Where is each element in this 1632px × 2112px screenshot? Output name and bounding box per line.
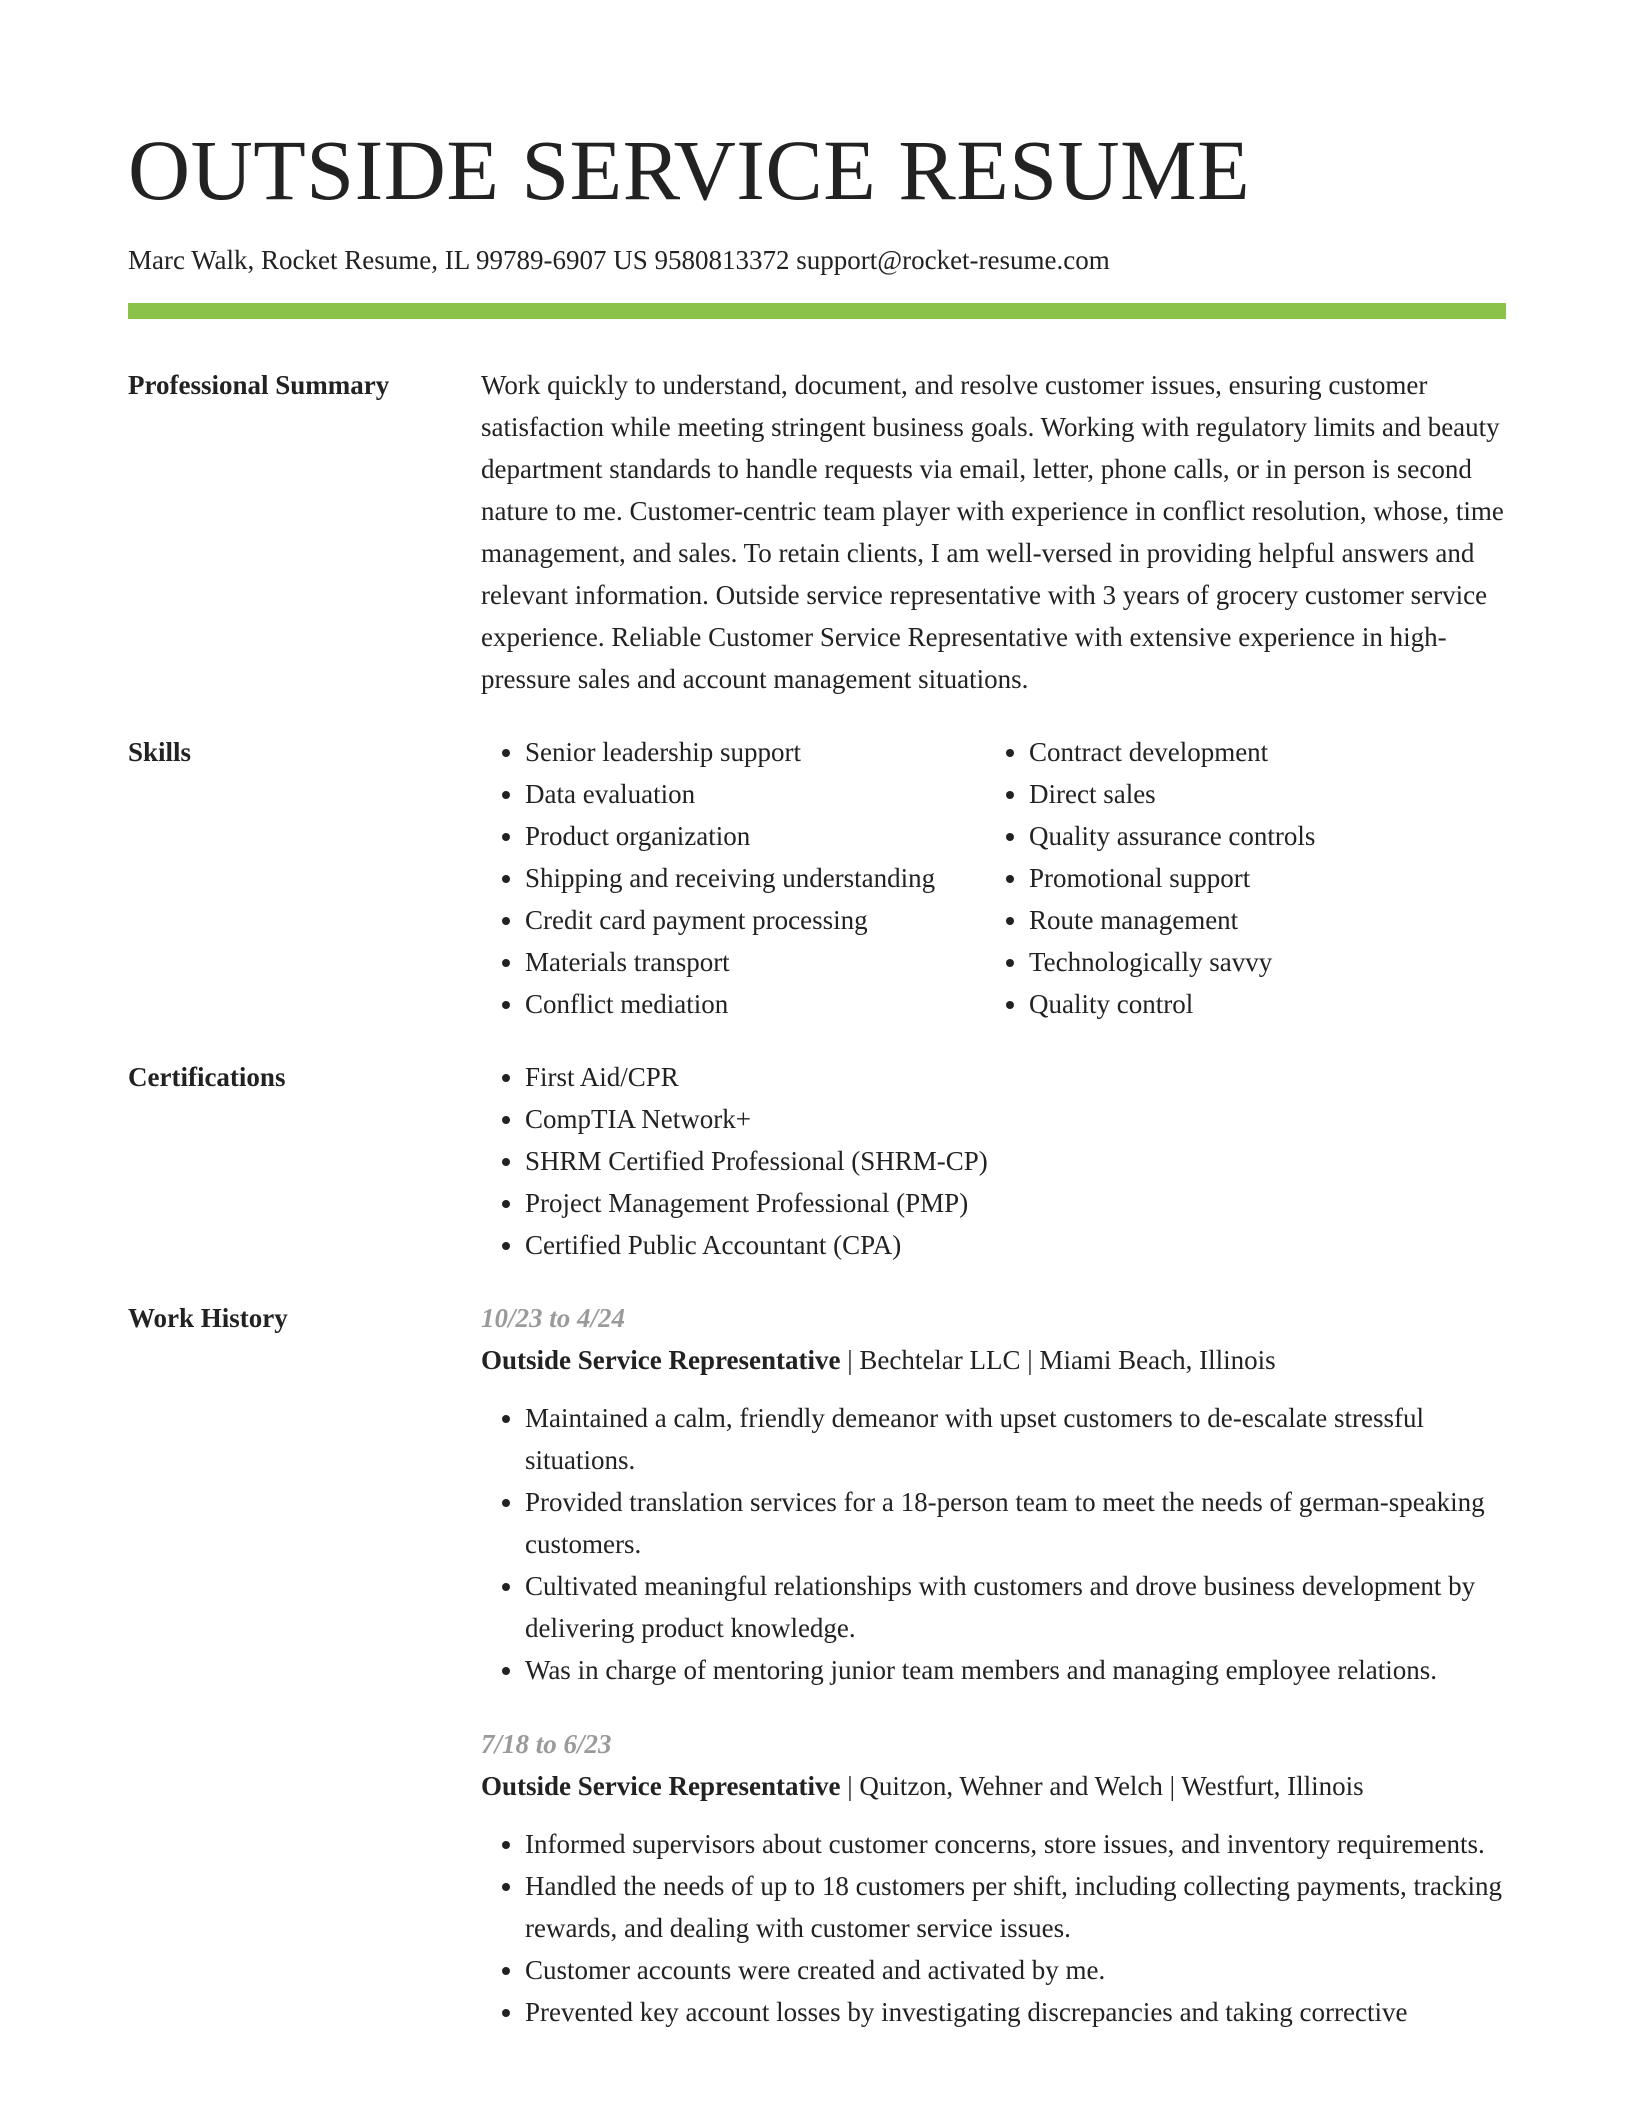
summary-section xyxy=(128,364,1506,700)
job-bullet: • Maintained a calm, friendly demeanor with upset customers to de-escalate stressful situations. xyxy=(525,1397,1506,1481)
skill-item: • Quality control xyxy=(1029,983,1315,1025)
skill-item: • Conflict mediation xyxy=(525,983,985,1025)
skill-item: • Route management xyxy=(1029,899,1315,941)
summary-text: Work quickly to understand, document, and resolve customer issues, ensuring customer satisfaction while meeting stringent business goals. Working with regulatory limits and beauty department standards to handle requests via email, letter, phone calls, or in person is second nature to me. Customer-centric team player with experience in conflict resolution, whose, time management, and sales. To retain clients, I am well-versed in providing helpful answers and relevant information. Outside service representative with 3 years of grocery customer service experience. Reliable Customer Service Representative with extensive experience in high-pressure sales and account management situations. xyxy=(481,370,1504,694)
skill-item: • Technologically savvy xyxy=(1029,941,1315,983)
contact-line: Marc Walk, Rocket Resume, IL 99789-6907 US 9580813372 support@rocket-resume.com xyxy=(128,245,1110,275)
certifications-body xyxy=(481,1056,1506,1266)
job-bullets xyxy=(481,1823,1506,2033)
certifications-list xyxy=(481,1056,1506,1266)
job-details: | Quitzon, Wehner and Welch | Westfurt, Illinois xyxy=(840,1771,1364,1801)
work-history-body xyxy=(481,1297,1506,2033)
summary-body xyxy=(481,364,1506,700)
certification-item: • Project Management Professional (PMP) xyxy=(525,1182,1506,1224)
skill-item: • Promotional support xyxy=(1029,857,1315,899)
job-details: | Bechtelar LLC | Miami Beach, Illinois xyxy=(840,1345,1276,1375)
job-entry xyxy=(481,1297,1506,1691)
job-dates: 10/23 to 4/24 xyxy=(481,1303,626,1333)
skill-item: • Materials transport xyxy=(525,941,985,983)
skill-item: • Product organization xyxy=(525,815,985,857)
work-history-section xyxy=(128,1297,1506,2033)
work-history-heading: Work History xyxy=(128,1303,288,1333)
skill-item: • Direct sales xyxy=(1029,773,1315,815)
job-entry xyxy=(481,1723,1506,2033)
certification-item: • First Aid/CPR xyxy=(525,1056,1506,1098)
accent-divider xyxy=(128,303,1506,319)
job-heading xyxy=(481,1765,1506,1807)
job-title: Outside Service Representative xyxy=(481,1771,841,1801)
skill-item: • Credit card payment processing xyxy=(525,899,985,941)
job-dates: 7/18 to 6/23 xyxy=(481,1729,612,1759)
job-title: Outside Service Representative xyxy=(481,1345,841,1375)
job-bullet: • Customer accounts were created and activated by me. xyxy=(525,1949,1506,1991)
job-bullets xyxy=(481,1397,1506,1691)
resume-page xyxy=(128,0,1506,2033)
certifications-section xyxy=(128,1056,1506,1266)
job-bullet: • Cultivated meaningful relationships with customers and drove business development by delivering product knowledge. xyxy=(525,1565,1506,1649)
skill-item: • Senior leadership support xyxy=(525,731,985,773)
job-bullet: • Handled the needs of up to 18 customers per shift, including collecting payments, tracking rewards, and dealing with customer service issues. xyxy=(525,1865,1506,1949)
certification-item: • SHRM Certified Professional (SHRM-CP) xyxy=(525,1140,1506,1182)
summary-heading: Professional Summary xyxy=(128,370,390,400)
job-bullet: • Was in charge of mentoring junior team members and managing employee relations. xyxy=(525,1649,1506,1691)
certifications-heading: Certifications xyxy=(128,1062,286,1092)
resume-title: OUTSIDE SERVICE RESUME xyxy=(128,122,1251,218)
skill-item: • Contract development xyxy=(1029,731,1315,773)
job-bullet: • Prevented key account losses by investigating discrepancies and taking corrective xyxy=(525,1991,1506,2033)
skills-list-left xyxy=(481,731,985,1025)
skill-item: • Data evaluation xyxy=(525,773,985,815)
skills-list-right xyxy=(985,731,1315,1025)
certification-item: • CompTIA Network+ xyxy=(525,1098,1506,1140)
job-heading xyxy=(481,1339,1506,1381)
skill-item: • Shipping and receiving understanding xyxy=(525,857,985,899)
job-bullet: • Provided translation services for a 18-person team to meet the needs of german-speaking customers. xyxy=(525,1481,1506,1565)
certification-item: • Certified Public Accountant (CPA) xyxy=(525,1224,1506,1266)
skill-item: • Quality assurance controls xyxy=(1029,815,1315,857)
skills-heading: Skills xyxy=(128,737,192,767)
job-bullet: • Informed supervisors about customer concerns, store issues, and inventory requirements. xyxy=(525,1823,1506,1865)
skills-body xyxy=(481,731,1506,1025)
skills-section xyxy=(128,731,1506,1025)
